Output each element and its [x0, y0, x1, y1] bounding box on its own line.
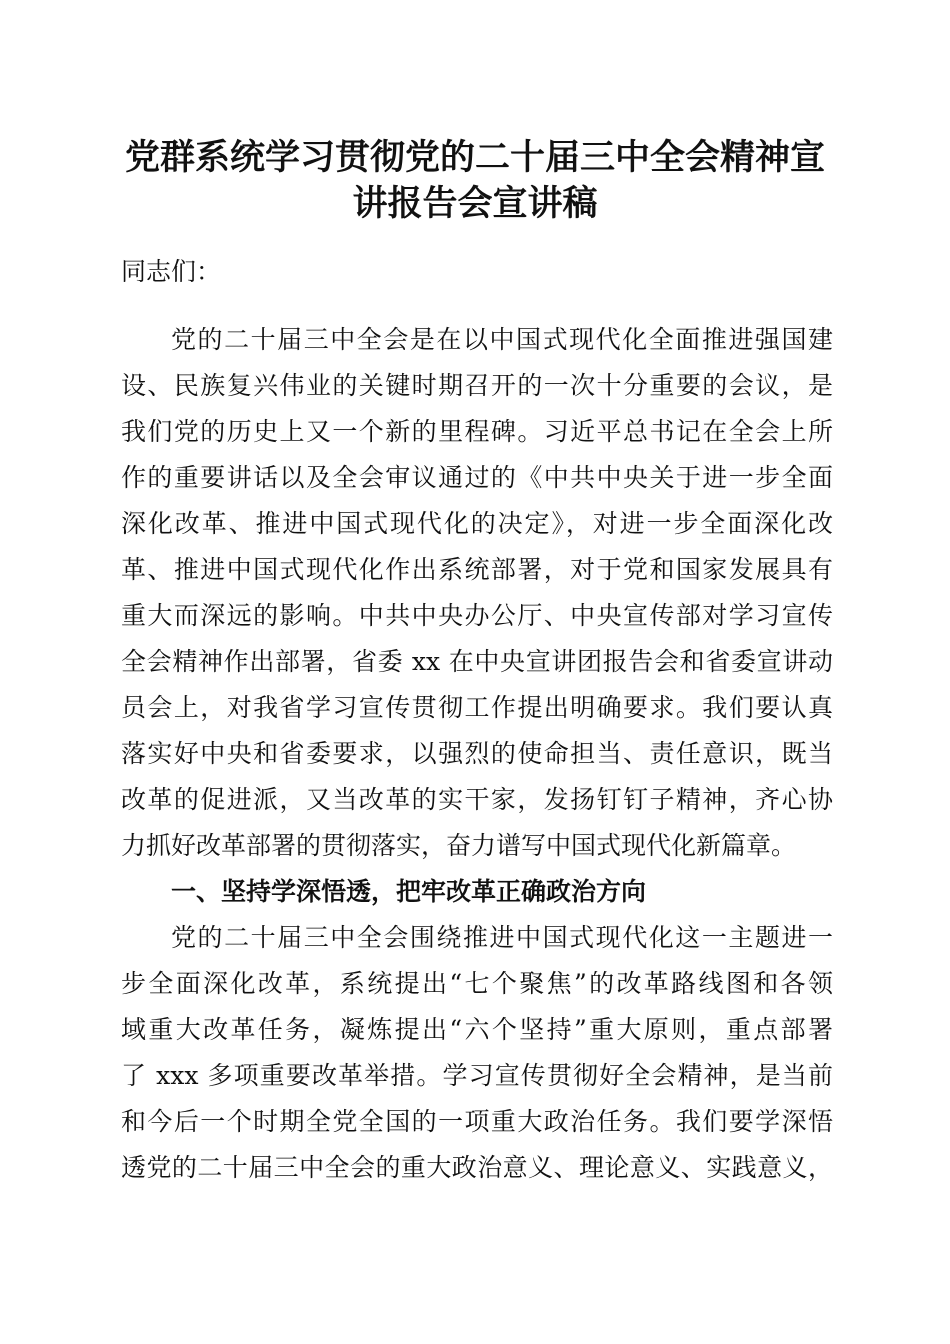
- paragraph-1-line: 力抓好改革部署的贯彻落实，奋力谱写中国式现代化新篇章。: [121, 831, 797, 860]
- paragraph-2-line: 域重大改革任务，凝炼提出“六个坚持”重大原则，重点部署: [121, 1015, 833, 1044]
- paragraph-2-line: 步全面深化改革，系统提出“七个聚焦”的改革路线图和各领: [121, 969, 833, 998]
- paragraph-1-line: 改革的促进派，又当改革的实干家，发扬钉钉子精神，齐心协: [121, 785, 833, 814]
- paragraph-2-line: 了 xxx 多项重要改革举措。学习宣传贯彻好全会精神，是当前: [121, 1061, 833, 1090]
- paragraph-1-line: 作的重要讲话以及全会审议通过的《中共中央关于进一步全面: [121, 463, 833, 492]
- paragraph-1-line: 我们党的历史上又一个新的里程碑。习近平总书记在全会上所: [121, 417, 833, 446]
- paragraph-1-line: 党的二十届三中全会是在以中国式现代化全面推进强国建: [171, 325, 833, 354]
- paragraph-2-line: 和今后一个时期全党全国的一项重大政治任务。我们要学深悟: [121, 1107, 833, 1136]
- document-title-line-1: 党群系统学习贯彻党的二十届三中全会精神宣: [124, 137, 825, 178]
- paragraph-2-line: 透党的二十届三中全会的重大政治意义、理论意义、实践意义，: [121, 1153, 833, 1182]
- document-title-line-2: 讲报告会宣讲稿: [352, 183, 598, 224]
- paragraph-1-line: 设、民族复兴伟业的关键时期召开的一次十分重要的会议，是: [121, 371, 833, 400]
- salutation: 同志们：: [121, 257, 222, 286]
- paragraph-1-line: 深化改革、推进中国式现代化的决定》，对进一步全面深化改: [121, 509, 833, 538]
- paragraph-1-line: 重大而深远的影响。中共中央办公厅、中央宣传部对学习宣传: [121, 601, 833, 630]
- paragraph-1-line: 革、推进中国式现代化作出系统部署，对于党和国家发展具有: [121, 555, 833, 584]
- section-1-heading: 一、坚持学深悟透，把牢改革正确政治方向: [171, 877, 647, 906]
- paragraph-2-line: 党的二十届三中全会围绕推进中国式现代化这一主题进一: [171, 923, 833, 952]
- paragraph-1-line: 落实好中央和省委要求，以强烈的使命担当、责任意识，既当: [121, 739, 833, 768]
- paragraph-1-line: 员会上，对我省学习宣传贯彻工作提出明确要求。我们要认真: [121, 693, 833, 722]
- paragraph-1-line: 全会精神作出部署，省委 xx 在中央宣讲团报告会和省委宣讲动: [121, 647, 833, 676]
